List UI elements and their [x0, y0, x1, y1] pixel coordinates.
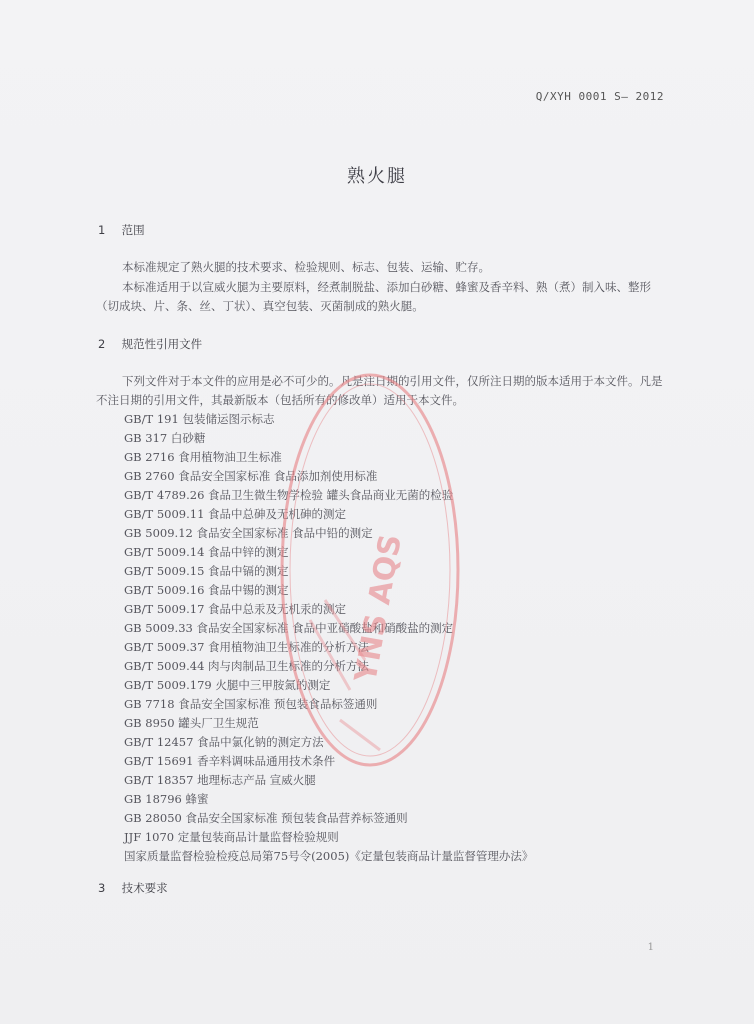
section-title: 技术要求 [121, 881, 168, 895]
reference-item: GB/T 18357 地理标志产品 宣威火腿 [124, 773, 316, 787]
section-number: 3 [98, 881, 106, 895]
reference-item: GB 5009.33 食品安全国家标准 食品中亚硝酸盐和硝酸盐的测定 [124, 621, 454, 635]
reference-item: GB 28050 食品安全国家标准 预包装食品营养标签通则 [124, 811, 408, 825]
reference-item: GB/T 5009.179 火腿中三甲胺氮的测定 [124, 678, 331, 692]
section-number: 2 [98, 337, 106, 351]
page-number: 1 [647, 942, 654, 953]
section-2-heading [98, 336, 202, 352]
reference-item: GB 5009.12 食品安全国家标准 食品中铅的测定 [124, 526, 373, 540]
normative-intro: 下列文件对于本文件的应用是必不可少的。凡是注日期的引用文件，仅所注日期的版本适用于本文件。凡是不注日期的引用文件，其最新版本（包括所有的修改单）适用于本文件。 [96, 374, 663, 407]
reference-item: GB 2760 食品安全国家标准 食品添加剂使用标准 [124, 469, 378, 483]
reference-item: GB/T 5009.44 肉与肉制品卫生标准的分析方法 [124, 659, 370, 673]
section-1-heading [98, 222, 145, 238]
reference-item: GB 2716 食用植物油卫生标准 [124, 450, 282, 464]
reference-item: 国家质量监督检验检疫总局第75号令(2005)《定量包装商品计量监督管理办法》 [124, 849, 534, 863]
reference-item: GB 18796 蜂蜜 [124, 792, 209, 806]
section-title: 范围 [121, 223, 145, 237]
reference-item: GB/T 15691 香辛料调味品通用技术条件 [124, 754, 336, 768]
reference-item: GB 8950 罐头厂卫生规范 [124, 716, 259, 730]
reference-item: JJF 1070 定量包装商品计量监督检验规则 [124, 830, 339, 844]
section-title: 规范性引用文件 [121, 337, 203, 351]
section-3-heading [98, 880, 168, 896]
reference-item: GB 7718 食品安全国家标准 预包装食品标签通则 [124, 697, 378, 711]
reference-item: GB/T 5009.14 食品中锌的测定 [124, 545, 289, 559]
reference-item: GB/T 12457 食品中氯化钠的测定方法 [124, 735, 324, 749]
reference-list [124, 410, 533, 866]
scope-paragraph-2: 本标准适用于以宣威火腿为主要原料，经煮制脱盐、添加白砂糖、蜂蜜及香辛料、熟（煮）制入味、整形（切成块、片、条、丝、丁状）、真空包装、灭菌制成的熟火腿。 [96, 280, 651, 313]
section-number: 1 [98, 223, 106, 237]
reference-item: GB/T 5009.37 食用植物油卫生标准的分析方法 [124, 640, 370, 654]
reference-item: GB 317 白砂糖 [124, 431, 206, 445]
reference-item: GB/T 5009.11 食品中总砷及无机砷的测定 [124, 507, 347, 521]
scope-paragraph-1: 本标准规定了熟火腿的技术要求、检验规则、标志、包装、运输、贮存。 [122, 260, 490, 274]
reference-item: GB/T 5009.15 食品中镉的测定 [124, 564, 289, 578]
reference-item: GB/T 5009.17 食品中总汞及无机汞的测定 [124, 602, 347, 616]
standard-code: Q/XYH 0001 S— 2012 [535, 90, 664, 103]
reference-item: GB/T 5009.16 食品中锡的测定 [124, 583, 289, 597]
reference-item: GB/T 4789.26 食品卫生微生物学检验 罐头食品商业无菌的检验 [124, 488, 454, 502]
reference-item: GB/T 191 包装储运图示标志 [124, 412, 275, 426]
svg-text:YNS AQS: YNS AQS [348, 531, 409, 685]
document-title: 熟火腿 [347, 166, 407, 187]
